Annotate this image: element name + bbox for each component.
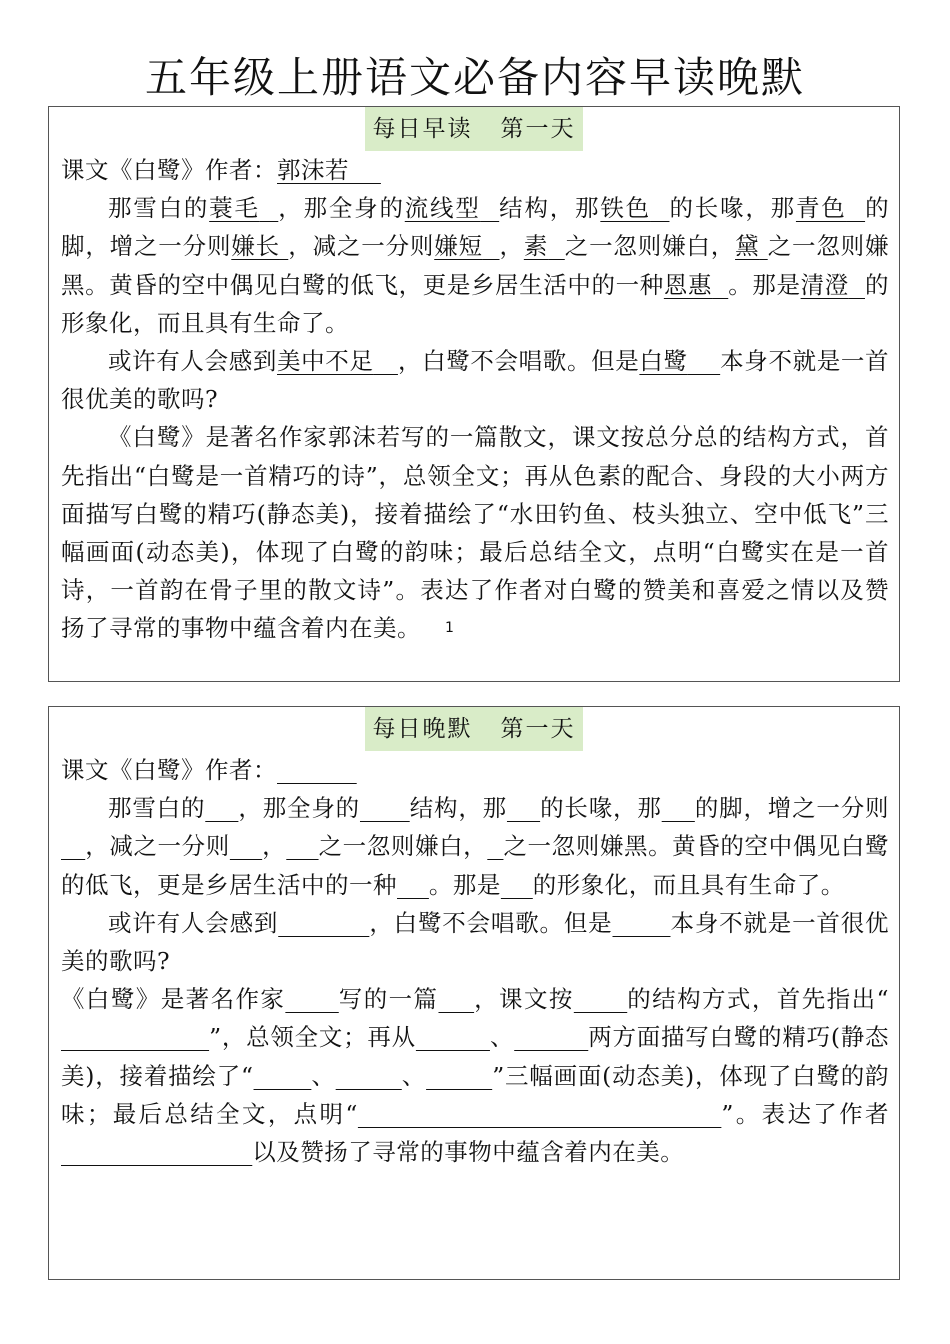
fill-blank[interactable] [61, 1138, 252, 1166]
fill-blank[interactable] [360, 794, 410, 822]
fill-blank[interactable] [501, 871, 533, 899]
fill-blank[interactable] [205, 794, 238, 822]
morning-lesson-line: 课文《白鹭》作者：郭沫若 [61, 151, 889, 189]
morning-content [49, 151, 899, 648]
fill-blank[interactable] [397, 871, 429, 899]
fill-blank[interactable] [336, 1062, 402, 1090]
fill-blank[interactable] [438, 985, 474, 1013]
answer-blank: 流线型 [404, 194, 481, 223]
answer-blank: 铁色 [600, 194, 651, 223]
answer-blank: 素 [523, 232, 549, 261]
evening-para-3: 《白鹭》是著名作家 写的一篇 ，课文按 的结构方式，首先指出“ ”，总领全文；再从 、 两方面描写白鹭的精巧(静态美)，接着描绘了“ 、 、 ”三幅画面(动态美)，体现了白鹭的韵味；最后总结全文，点明“ ”。表达了作者 以及赞扬了寻常的事物中蕴含着内在美。 [61, 985, 890, 1167]
morning-reading-box [48, 106, 900, 682]
fill-blank[interactable] [358, 1100, 721, 1128]
answer-blank: 黛 [735, 232, 760, 261]
fill-blank[interactable] [416, 1023, 490, 1051]
answer-blank: 清澄 [800, 270, 849, 299]
answer-blank: 嫌短 [434, 232, 483, 261]
answer-author: 郭沫若 [277, 156, 349, 184]
fill-blank[interactable] [230, 832, 262, 860]
fill-blank[interactable] [286, 832, 318, 860]
fill-blank[interactable] [487, 832, 503, 860]
fill-blank[interactable] [426, 1062, 492, 1090]
answer-blank: 恩惠 [663, 270, 713, 299]
morning-para-2: 或许有人会感到美中不足 ，白鹭不会唱歌。但是白鹭 本身不就是一首很优美的歌吗? [61, 347, 890, 414]
morning-header: 每日早读 第一天 [365, 107, 584, 151]
fill-blank[interactable] [277, 756, 357, 784]
answer-blank: 嫌长 [231, 232, 280, 261]
fill-blank[interactable] [61, 1023, 209, 1051]
evening-dictation-box [48, 706, 900, 1280]
answer-blank: 蓑毛 [209, 194, 260, 223]
morning-para-1: 那雪白的蓑毛 ，那全身的流线型 结构，那铁色 的长喙，那青色 的脚，增之一分则嫌长 ，减之一分则嫌短 ，素 之一忽则嫌白，黛 之一忽则嫌黑。黄昏的空中偶见白鹭的低飞，更是乡居生活中的一种恩惠 。那是清澄 的形象化，而且具有生命了。 [61, 194, 890, 337]
evening-lesson-line: 课文《白鹭》作者： [61, 751, 889, 789]
fill-blank[interactable] [514, 1023, 588, 1051]
answer-blank: 青色 [795, 194, 847, 223]
fill-blank[interactable] [507, 794, 540, 822]
answer-blank: 白鹭 [639, 347, 688, 376]
fill-blank[interactable] [574, 985, 627, 1013]
fill-blank[interactable] [254, 1062, 312, 1090]
evening-header: 每日晚默 第一天 [365, 707, 584, 751]
page-number: 1 [445, 620, 454, 637]
morning-para-3: 《白鹭》是著名作家郭沫若写的一篇散文，课文按总分总的结构方式，首先指出“白鹭是一首精巧的诗”，总领全文；再从色素的配合、身段的大小两方面描写白鹭的精巧(静态美)，接着描绘了“水田钓鱼、枝头独立、空中低飞”三幅画面(动态美)，体现了白鹭的韵味；最后总结全文，点明“白鹭实在是一首诗，一首韵在骨子里的散文诗”。表达了作者对白鹭的赞美和喜爱之情以及赞扬了寻常的事物中蕴含着内在美。 1 [61, 423, 889, 643]
evening-para-2: 或许有人会感到 ，白鹭不会唱歌。但是 本身不就是一首很优美的歌吗? [61, 908, 890, 976]
evening-content [49, 751, 899, 1171]
fill-blank[interactable] [285, 985, 338, 1013]
page-title: 五年级上册语文必备内容早读晚默 [144, 53, 805, 102]
fill-blank[interactable] [662, 794, 695, 822]
answer-blank: 美中不足 [277, 347, 374, 376]
fill-blank[interactable] [278, 909, 369, 937]
fill-blank[interactable] [61, 832, 85, 860]
fill-blank[interactable] [613, 909, 671, 937]
evening-para-1: 那雪白的 ，那全身的 结构，那 的长喙，那 的脚，增之一分则 ，减之一分则 ， 之一忽则嫌白， 之一忽则嫌黑。黄昏的空中偶见白鹭的低飞，更是乡居生活中的一种 。那是 的形象化，而且具有生命了。 [61, 794, 890, 899]
